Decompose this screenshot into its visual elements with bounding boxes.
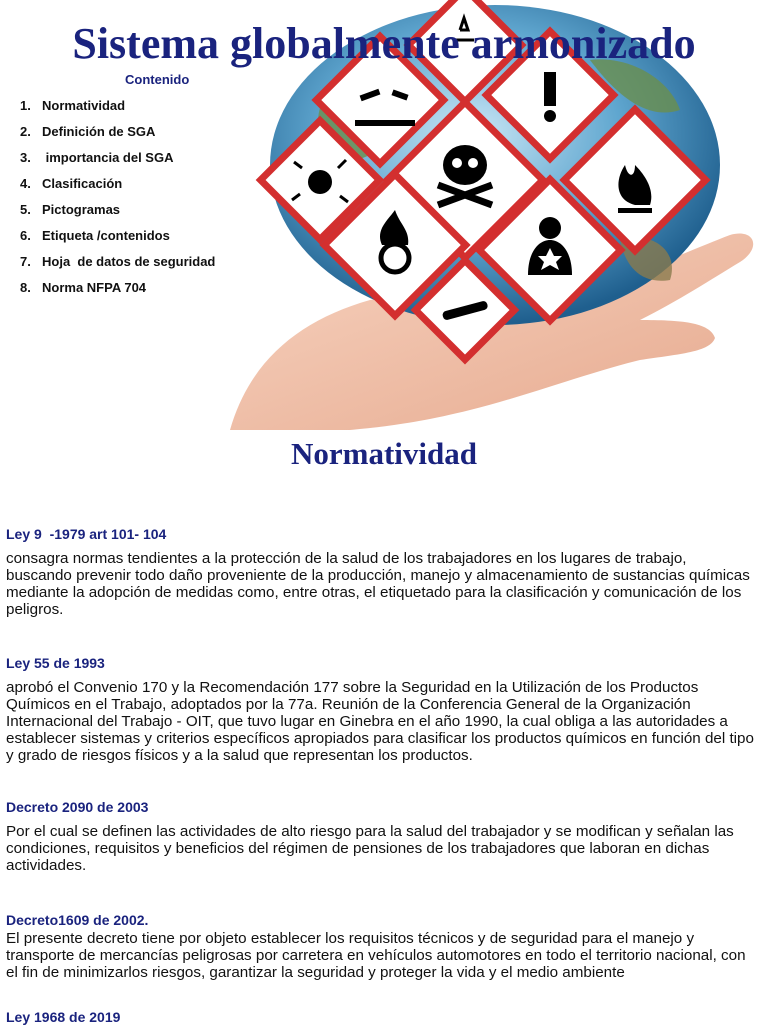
law-title: Decreto 2090 de 2003 xyxy=(6,799,149,815)
law-entry xyxy=(6,655,756,764)
toc-item-label: Definición de SGA xyxy=(42,124,156,139)
toc-item[interactable]: 3. importancia del SGA xyxy=(20,150,174,165)
law-entry xyxy=(6,912,756,981)
toc-item-label: Norma NFPA 704 xyxy=(42,280,147,295)
law-body-clip xyxy=(6,823,756,874)
toc-item-label: Normatividad xyxy=(42,98,126,113)
law-entry xyxy=(6,1009,756,1033)
toc-item[interactable]: 7. Hoja de datos de seguridad xyxy=(20,254,216,269)
hero-section xyxy=(0,0,768,430)
law-body: El presente decreto tiene por objeto establecer los requisitos técnicos y de seguridad para el manejo y transporte de mercancías peligrosas por carretera en vehículos automotores en todo el territorio nacional, con el fin de minimizarlos riesgos, garantizar la seguridad y proteger la vida y el medio ambiente xyxy=(6,930,746,981)
toc-item-label: Clasificación xyxy=(42,176,123,191)
toc-item-label: Pictogramas xyxy=(42,202,121,217)
toc-item-label: Etiqueta /contenidos xyxy=(42,228,170,243)
law-body: consagra normas tendientes a la protección de la salud de los trabajadores en los lugares de trabajo, buscando prevenir todo daño proveniente de la producción, manejo y almacenamiento de sustancias químicas mediante la adopción de medidas como, entre otras, el etiquetado para la clasificación y comunicación de los peligros. xyxy=(6,550,750,618)
law-title: Ley 9 -1979 art 101- 104 xyxy=(6,526,167,542)
toc-item[interactable]: 6. Etiqueta /contenidos xyxy=(20,228,170,243)
toc-item[interactable]: 1. Normatividad xyxy=(20,98,126,113)
law-entry xyxy=(6,526,756,618)
toc-item[interactable]: 2. Definición de SGA xyxy=(20,124,156,139)
page-title: Sistema globalmente armonizado xyxy=(72,19,696,68)
section-title: Normatividad xyxy=(291,436,477,471)
law-title: Ley 1968 de 2019 xyxy=(6,1009,121,1025)
law-title: Ley 55 de 1993 xyxy=(6,655,105,671)
exclamation-icon xyxy=(544,72,556,122)
contents-heading: Contenido xyxy=(125,72,190,87)
law-body: aprobó el Convenio 170 y la Recomendación 177 sobre la Seguridad en la Utilización de los Productos Químicos en el Trabajo, adoptados por la 77a. Reunión de la Conferencia General de la Organización Internacional del Trabajo - OIT, que tuvo lugar en Ginebra en el año 1990, la cual obliga a las autoridades a establecer sistemas y criterios específicos apropiados para clasificar los productos químicos en función del tipo y grado de riesgos físicos y a la salud que representan los productos. xyxy=(6,679,754,764)
toc-item-label: Hoja de datos de seguridad xyxy=(42,254,216,269)
toc-item[interactable]: 4. Clasificación xyxy=(20,176,123,191)
toc-item-label: importancia del SGA xyxy=(42,150,174,165)
law-title: Decreto1609 de 2002. xyxy=(6,912,149,928)
law-body: Por el cual se definen las actividades de alto riesgo para la salud del trabajador y se modifican y señalan las condiciones, requisitos y beneficios del régimen de pensiones de los trabajadores que laboran en dichas actividades. xyxy=(6,823,734,874)
toc-item[interactable]: 5. Pictogramas xyxy=(20,202,121,217)
toc-item[interactable]: 8. Norma NFPA 704 xyxy=(20,280,147,295)
table-of-contents xyxy=(20,96,215,304)
law-entry xyxy=(6,799,756,874)
